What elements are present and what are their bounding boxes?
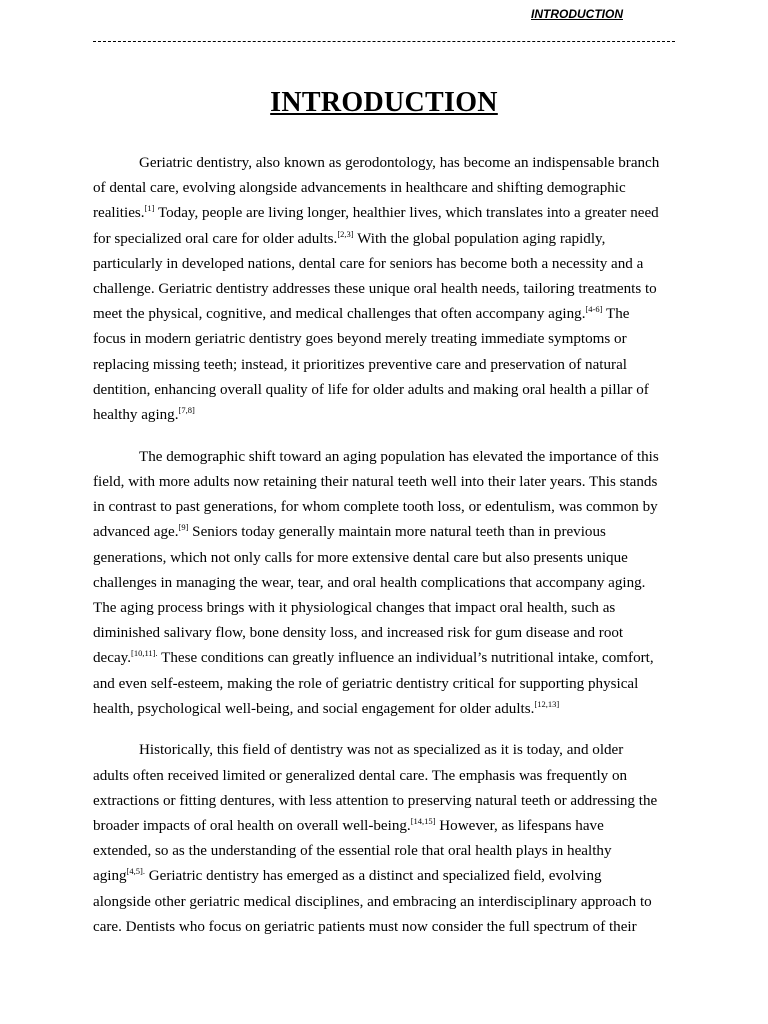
text-line (93, 256, 643, 272)
text-segment: broader impacts of oral health on overall well-being. (93, 818, 411, 835)
text-segment: aging (93, 868, 127, 885)
text-line (93, 281, 657, 297)
citation-superscript: [4,5]. (126, 866, 145, 877)
text-line (93, 449, 659, 465)
text-line (93, 768, 627, 784)
citation-superscript: [1] (144, 203, 155, 214)
text-segment: Geriatric dentistry has emerged as a distinct and specialized field, evolving (144, 868, 602, 885)
text-line (93, 524, 606, 540)
text-line (93, 228, 606, 247)
text-segment: meet the physical, cognitive, and medical challenges that often accompany aging. (93, 306, 586, 323)
text-segment: extractions or fitting dentures, with less attention to preserving natural teeth or addressing the (93, 792, 658, 809)
text-segment: care. Dentists who focus on geriatric patients must now consider the full spectrum of their (93, 918, 637, 935)
text-line (93, 357, 627, 373)
text-line (93, 550, 628, 566)
text-segment: challenge. Geriatric dentistry addresses these unique oral health needs, tailoring treatments to (93, 281, 657, 298)
text-line (93, 650, 654, 666)
text-segment: The (602, 306, 630, 323)
paragraph (93, 445, 679, 722)
text-segment: generations, which not only calls for more extensive dental care but also presents unique (93, 549, 628, 566)
text-segment: challenges in managing the wear, tear, and oral health complications that accompany aging. (93, 574, 646, 591)
text-segment: adults often received limited or generalized dental care. The emphasis was frequently on (93, 767, 628, 784)
text-line (93, 868, 602, 884)
text-line (93, 575, 645, 591)
text-line (93, 331, 627, 347)
text-segment: healthy aging. (93, 407, 179, 424)
text-segment: With the global population aging rapidly, (353, 230, 606, 247)
text-segment: Geriatric dentistry, also known as gerodontology, has become an indispensable branch (139, 155, 660, 171)
paragraph (93, 151, 679, 428)
text-line (93, 919, 637, 935)
text-segment: The demographic shift toward an aging population has elevated the importance of this (139, 448, 659, 465)
citation-superscript: [12,13] (534, 698, 560, 709)
text-segment: decay. (93, 650, 131, 667)
page-title: INTRODUCTION (270, 87, 498, 118)
text-segment: and even self-esteem, making the role of geriatric dentistry critical for supporting physical (93, 675, 639, 692)
citation-superscript: [2,3] (337, 228, 354, 239)
running-header-title: INTRODUCTION (531, 7, 623, 21)
text-line (93, 742, 623, 758)
text-segment: These conditions can greatly influence an individual’s nutritional intake, comfort, (157, 650, 654, 667)
text-line (93, 205, 659, 221)
text-segment: health, psychological well-being, and social engagement for older adults. (93, 700, 535, 717)
text-line (93, 818, 604, 834)
text-segment: particularly in developed nations, dental care for seniors has become both a necessity and a (93, 255, 644, 272)
text-segment: replacing missing teeth; instead, it prioritizes preventive care and preservation of natural (93, 356, 627, 373)
text-line (93, 698, 560, 717)
citation-superscript: [7,8] (178, 405, 195, 416)
text-line (93, 676, 638, 692)
text-segment: The aging process brings with it physiological changes that impact oral health, such as (93, 599, 616, 616)
text-segment: realities. (93, 205, 145, 222)
text-segment: of dental care, evolving alongside advancements in healthcare and shifting demographic (93, 180, 626, 197)
text-segment: extended, so as the understanding of the essential role that oral health plays in healthy (93, 843, 612, 860)
text-segment: in contrast to past generations, for whom complete tooth loss, or edentulism, was common by (93, 499, 658, 516)
text-line (93, 894, 652, 910)
text-line (93, 382, 649, 398)
text-line (93, 843, 612, 859)
citation-superscript: [9] (178, 522, 189, 533)
header-dashed-rule (93, 41, 675, 42)
citation-superscript: [14,15] (410, 816, 436, 827)
text-segment: alongside other geriatric medical disciplines, and embracing an interdisciplinary approach to (93, 893, 652, 910)
text-segment: diminished salivary flow, bone density loss, and increased risk for gum disease and root (93, 625, 624, 642)
text-line (93, 793, 657, 809)
text-segment: However, as lifespans have (435, 818, 604, 835)
paragraph (93, 738, 679, 940)
text-segment: field, with more adults now retaining their natural teeth well into their later years. This stands (93, 473, 658, 490)
citation-superscript: [4-6] (585, 304, 603, 315)
text-line (93, 155, 659, 171)
text-segment: Today, people are living longer, healthier lives, which translates into a greater need (154, 205, 659, 222)
body-text (93, 151, 679, 957)
text-line (93, 600, 615, 616)
text-line (93, 180, 626, 196)
text-segment: Seniors today generally maintain more natural teeth than in previous (188, 524, 606, 541)
text-segment: Historically, this field of dentistry was not as specialized as it is today, and older (139, 742, 624, 759)
text-segment: for specialized oral care for older adults. (93, 230, 338, 247)
text-segment: advanced age. (93, 524, 179, 541)
citation-superscript: [10,11]. (131, 648, 158, 659)
text-line (93, 306, 629, 322)
text-line (93, 407, 195, 423)
text-line (93, 625, 623, 641)
text-segment: dentition, enhancing overall quality of life for older adults and making oral health a pillar of (93, 381, 649, 398)
text-line (93, 499, 658, 515)
text-segment: focus in modern geriatric dentistry goes beyond merely treating immediate symptoms or (93, 331, 627, 348)
text-line (93, 474, 657, 490)
